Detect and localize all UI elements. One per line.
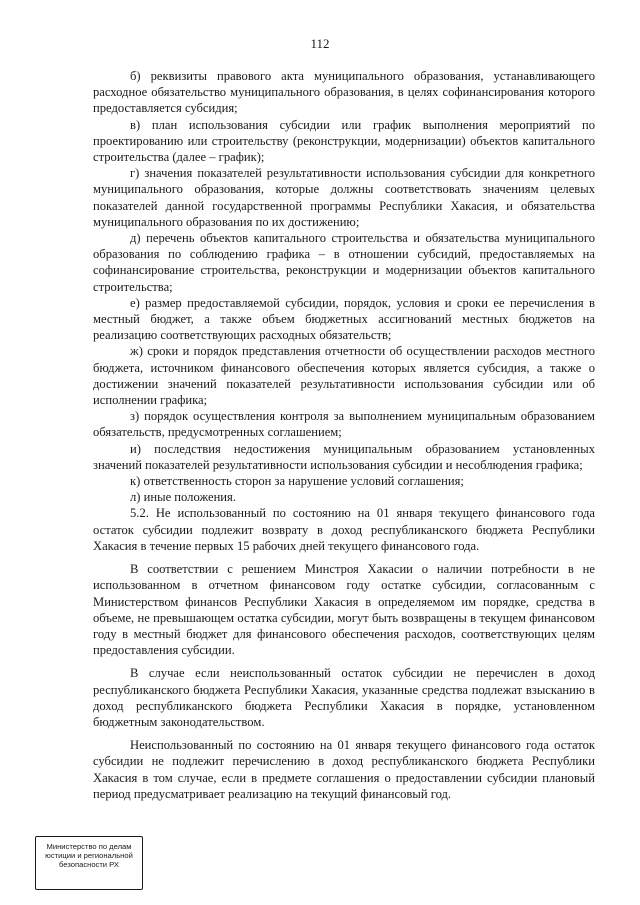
stamp-line-2: юстиции и региональной [45, 851, 133, 861]
paragraph-item-d: д) перечень объектов капитального строительства и обязательства муниципального образования по соблюдению графика – в отношении субсидий, предоставляемых на софинансирование строительства, реконструкции и модернизации объектов капитального строительства; [93, 231, 595, 294]
paragraph-section-5-2: 5.2. Не использованный по состоянию на 01 января текущего финансового года остаток субсидии подлежит возврату в доход республиканского бюджета Республики Хакасия в течение первых 15 рабочих дней текущего финансового года. [93, 506, 595, 553]
paragraph-remainder-return: В соответствии с решением Минстроя Хакасии о наличии потребности в не использованном в отчетном финансовом году остатке субсидии, согласованным с Министерством финансов Республики Хакасия в определяемом им порядке, средства в объеме, не превышающем остатка субсидии, могут быть возвращены в текущем финансовом году в местный бюджет для финансового обеспечения расходов, соответствующих целям предоставления субсидии. [93, 562, 595, 658]
paragraph-item-k: к) ответственность сторон за нарушение условий соглашения; [130, 474, 464, 489]
paragraph-item-g: г) значения показателей результативности использования субсидии для конкретного муниципального образования, которые должны соответствовать значениям целевых показателей данной государственной программы Республики Хакасия, и обязательства муниципального образования по их достижению; [93, 166, 595, 229]
stamp-line-3: безопасности РХ [59, 860, 119, 870]
document-body [93, 68, 595, 802]
paragraph-item-i: и) последствия недостижения муниципальным образованием установленных значений показателей результативности использования субсидии и несоблюдения графика; [93, 441, 595, 472]
stamp-line-1: Министерство по делам [46, 842, 132, 851]
paragraph-recovery: В случае если неиспользованный остаток субсидии не перечислен в доход республиканского бюджета Республики Хакасия, указанные средства подлежат взысканию в доход республиканского бюджета Республики Хакасия в порядке, установленном бюджетным законодательством. [93, 666, 595, 729]
page-number: 112 [310, 36, 330, 51]
paragraph-exception: Неиспользованный по состоянию на 01 января текущего финансового года остаток субсидии не подлежит перечислению в доход республиканского бюджета Республики Хакасия в том случае, если в предмете соглашения о предоставлении субсидии плановый период предусматривает реализацию на текущий финансовый год. [93, 738, 595, 801]
paragraph-item-v: в) план использования субсидии или график выполнения мероприятий по проектированию или строительству (реконструкции, модернизации) объектов капитального строительства (далее – график); [93, 117, 595, 165]
paragraph-item-b: б) реквизиты правового акта муниципального образования, устанавливающего расходное обязательство муниципального образования, в целях софинансирования которого предоставляется субсидия; [93, 69, 595, 116]
paragraph-item-z: з) порядок осуществления контроля за выполнением муниципальным образованием обязательств, предусмотренных соглашением; [93, 409, 595, 440]
paragraph-item-l: л) иные положения. [130, 490, 236, 505]
registration-stamp [35, 836, 143, 890]
paragraph-item-zh: ж) сроки и порядок представления отчетности об осуществлении расходов местного бюджета, источником финансового обеспечения которых является субсидия, а также о достижении значений показателей результативности использования субсидии или об исполнении графика; [93, 344, 595, 408]
paragraph-item-e: е) размер предоставляемой субсидии, порядок, условия и сроки ее перечисления в местный бюджет, а также объем бюджетных ассигнований местных бюджетов на реализацию соответствующих расходных обязательств; [93, 295, 595, 343]
